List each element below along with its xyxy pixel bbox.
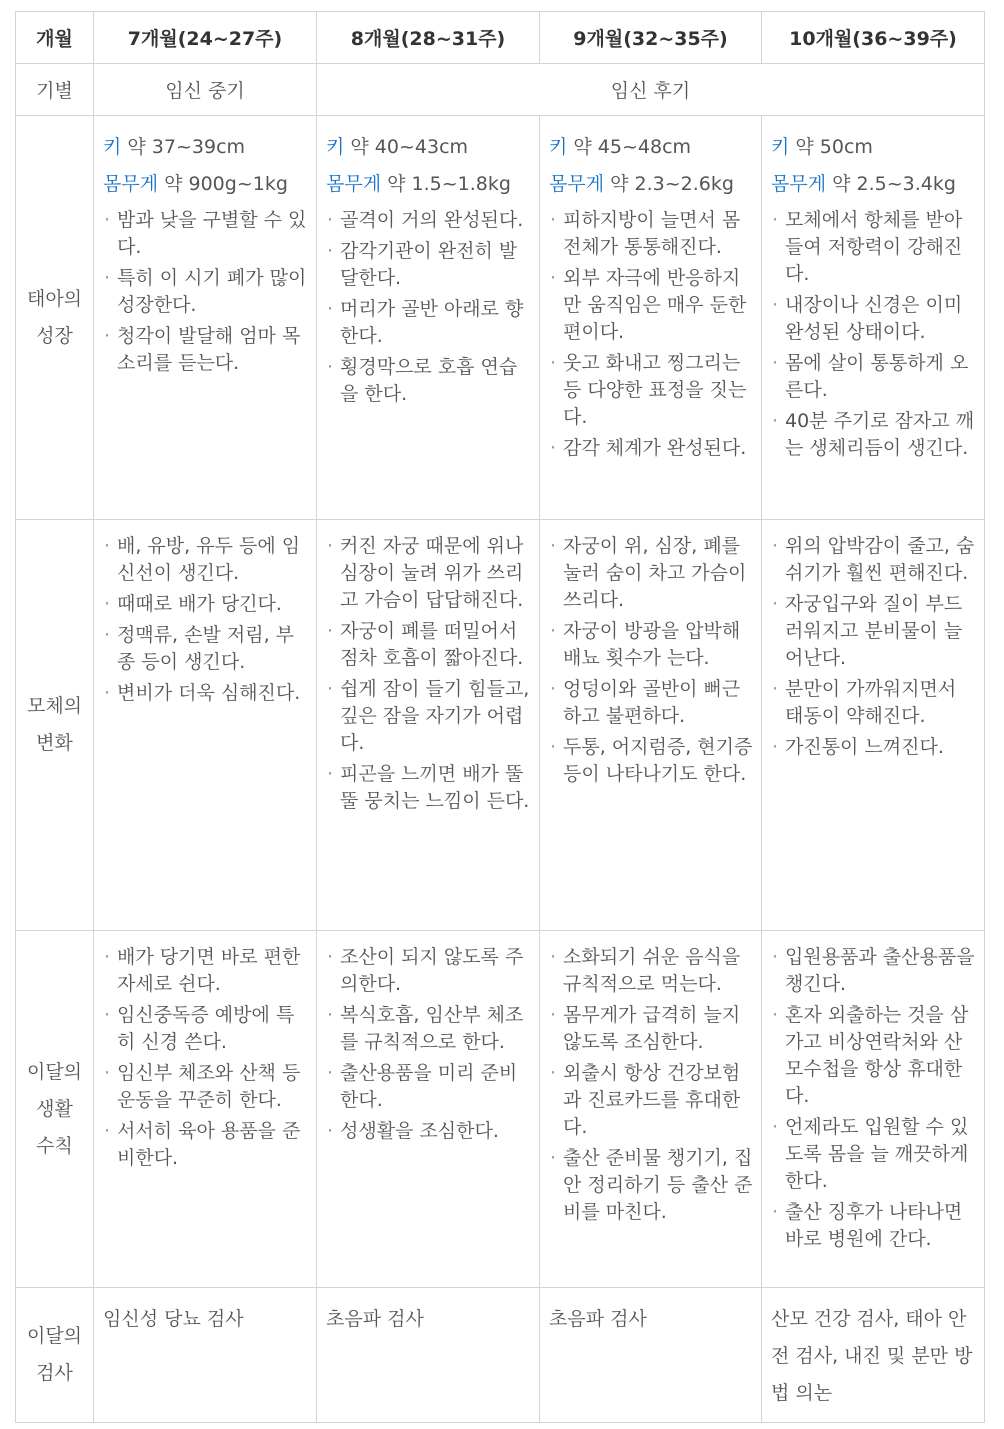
growth-row-label: 태아의 성장 <box>16 116 94 520</box>
height-weight: 키 약 50cm 몸무게 약 2.5~3.4kg <box>771 136 956 195</box>
list-item: · 내장이나 신경은 이미 완성된 상태이다. <box>771 292 976 346</box>
mother-row <box>16 520 985 931</box>
mother-cell-month-8 <box>317 520 540 931</box>
list-item: · 자궁이 위, 심장, 폐를 눌러 숨이 차고 가슴이 쓰리다. <box>549 533 753 614</box>
growth-cell-month-8 <box>317 116 540 520</box>
list-item: · 출산 징후가 나타나면 바로 병원에 간다. <box>771 1199 976 1253</box>
list-item: · 배가 당기면 바로 편한 자세로 쉰다. <box>103 944 308 998</box>
exam-cell-month-8: 초음파 검사 <box>317 1288 540 1423</box>
list-item: · 때때로 배가 당긴다. <box>103 591 308 618</box>
growth-cell-month-7 <box>94 116 317 520</box>
mother-list <box>771 533 976 761</box>
mother-cell-month-9 <box>540 520 762 931</box>
life-cell-month-9 <box>540 931 762 1288</box>
header-month-label: 개월 <box>16 12 94 64</box>
list-item: · 조산이 되지 않도록 주의한다. <box>326 944 531 998</box>
mother-cell-month-7 <box>94 520 317 931</box>
list-item: · 외출시 항상 건강보험과 진료카드를 휴대한다. <box>549 1060 753 1141</box>
list-item: · 입원용품과 출산용품을 챙긴다. <box>771 944 976 998</box>
list-item: · 웃고 화내고 찡그리는 등 다양한 표정을 짓는다. <box>549 350 753 431</box>
life-list <box>326 944 531 1145</box>
phase-late: 임신 후기 <box>317 64 985 116</box>
growth-list <box>103 207 308 377</box>
phase-label: 기별 <box>16 64 94 116</box>
header-month-9: 9개월(32~35주) <box>540 12 762 64</box>
height-weight: 키 약 37~39cm 몸무게 약 900g~1kg <box>103 136 288 195</box>
exam-cell-month-7: 임신성 당뇨 검사 <box>94 1288 317 1423</box>
list-item: · 감각기관이 완전히 발달한다. <box>326 238 531 292</box>
growth-list <box>549 207 753 462</box>
header-month-8: 8개월(28~31주) <box>317 12 540 64</box>
height-weight: 키 약 40~43cm 몸무게 약 1.5~1.8kg <box>326 136 511 195</box>
list-item: · 자궁이 방광을 압박해 배뇨 횟수가 는다. <box>549 618 753 672</box>
list-item: · 복식호흡, 임산부 체조를 규칙적으로 한다. <box>326 1002 531 1056</box>
life-cell-month-10 <box>762 931 985 1288</box>
list-item: · 자궁입구와 질이 부드러워지고 분비물이 늘어난다. <box>771 591 976 672</box>
list-item: · 피하지방이 늘면서 몸 전체가 통통해진다. <box>549 207 753 261</box>
list-item: · 두통, 어지럼증, 현기증 등이 나타나기도 한다. <box>549 734 753 788</box>
list-item: · 언제라도 입원할 수 있도록 몸을 늘 깨끗하게 한다. <box>771 1114 976 1195</box>
header-month-10: 10개월(36~39주) <box>762 12 985 64</box>
list-item: · 머리가 골반 아래로 향한다. <box>326 296 531 350</box>
growth-cell-month-10 <box>762 116 985 520</box>
list-item: · 출산용품을 미리 준비한다. <box>326 1060 531 1114</box>
life-list <box>103 944 308 1172</box>
mother-row-label: 모체의 변화 <box>16 520 94 931</box>
list-item: · 정맥류, 손발 저림, 부종 등이 생긴다. <box>103 622 308 676</box>
list-item: · 분만이 가까워지면서 태동이 약해진다. <box>771 676 976 730</box>
list-item: · 가진통이 느껴진다. <box>771 734 976 761</box>
phase-mid: 임신 중기 <box>94 64 317 116</box>
growth-list <box>326 207 531 408</box>
list-item: · 소화되기 쉬운 음식을 규칙적으로 먹는다. <box>549 944 753 998</box>
pregnancy-month-table <box>15 11 985 1423</box>
list-item: · 성생활을 조심한다. <box>326 1118 531 1145</box>
list-item: · 밤과 낮을 구별할 수 있다. <box>103 207 308 261</box>
life-row <box>16 931 985 1288</box>
list-item: · 서서히 육아 용품을 준비한다. <box>103 1118 308 1172</box>
life-row-label: 이달의 생활 수칙 <box>16 931 94 1288</box>
exam-cell-month-10: 산모 건강 검사, 태아 안전 검사, 내진 및 분만 방법 의논 <box>762 1288 985 1423</box>
list-item: · 엉덩이와 골반이 뻐근하고 불편하다. <box>549 676 753 730</box>
list-item: · 모체에서 항체를 받아들여 저항력이 강해진다. <box>771 207 976 288</box>
life-list <box>549 944 753 1226</box>
list-item: · 청각이 발달해 엄마 목소리를 듣는다. <box>103 323 308 377</box>
exam-row-label: 이달의 검사 <box>16 1288 94 1423</box>
list-item: · 외부 자극에 반응하지만 움직임은 매우 둔한 편이다. <box>549 265 753 346</box>
life-cell-month-8 <box>317 931 540 1288</box>
list-item: · 위의 압박감이 줄고, 숨쉬기가 훨씬 편해진다. <box>771 533 976 587</box>
list-item: · 골격이 거의 완성된다. <box>326 207 531 234</box>
header-row <box>16 12 985 64</box>
mother-cell-month-10 <box>762 520 985 931</box>
growth-row <box>16 116 985 520</box>
life-cell-month-7 <box>94 931 317 1288</box>
exam-row <box>16 1288 985 1423</box>
list-item: · 40분 주기로 잠자고 깨는 생체리듬이 생긴다. <box>771 408 976 462</box>
mother-list <box>549 533 753 788</box>
list-item: · 특히 이 시기 폐가 많이 성장한다. <box>103 265 308 319</box>
list-item: · 감각 체계가 완성된다. <box>549 435 753 462</box>
list-item: · 임신부 체조와 산책 등 운동을 꾸준히 한다. <box>103 1060 308 1114</box>
list-item: · 몸무게가 급격히 늘지 않도록 조심한다. <box>549 1002 753 1056</box>
list-item: · 횡경막으로 호흡 연습을 한다. <box>326 354 531 408</box>
list-item: · 쉽게 잠이 들기 힘들고, 깊은 잠을 자기가 어렵다. <box>326 676 531 757</box>
list-item: · 몸에 살이 통통하게 오른다. <box>771 350 976 404</box>
list-item: · 임신중독증 예방에 특히 신경 쓴다. <box>103 1002 308 1056</box>
growth-list <box>771 207 976 462</box>
mother-list <box>103 533 308 707</box>
list-item: · 혼자 외출하는 것을 삼가고 비상연락처와 산모수첩을 항상 휴대한다. <box>771 1002 976 1110</box>
list-item: · 변비가 더욱 심해진다. <box>103 680 308 707</box>
header-month-7: 7개월(24~27주) <box>94 12 317 64</box>
life-list <box>771 944 976 1253</box>
list-item: · 피곤을 느끼면 배가 뚤뚤 뭉치는 느낌이 든다. <box>326 761 531 815</box>
height-weight: 키 약 45~48cm 몸무게 약 2.3~2.6kg <box>549 136 734 195</box>
list-item: · 배, 유방, 유두 등에 임신선이 생긴다. <box>103 533 308 587</box>
phase-row <box>16 64 985 116</box>
growth-cell-month-9 <box>540 116 762 520</box>
mother-list <box>326 533 531 815</box>
list-item: · 커진 자궁 때문에 위나 심장이 눌려 위가 쓰리고 가슴이 답답해진다. <box>326 533 531 614</box>
list-item: · 출산 준비물 챙기기, 집안 정리하기 등 출산 준비를 마친다. <box>549 1145 753 1226</box>
list-item: · 자궁이 폐를 떠밀어서 점차 호흡이 짧아진다. <box>326 618 531 672</box>
exam-cell-month-9: 초음파 검사 <box>540 1288 762 1423</box>
